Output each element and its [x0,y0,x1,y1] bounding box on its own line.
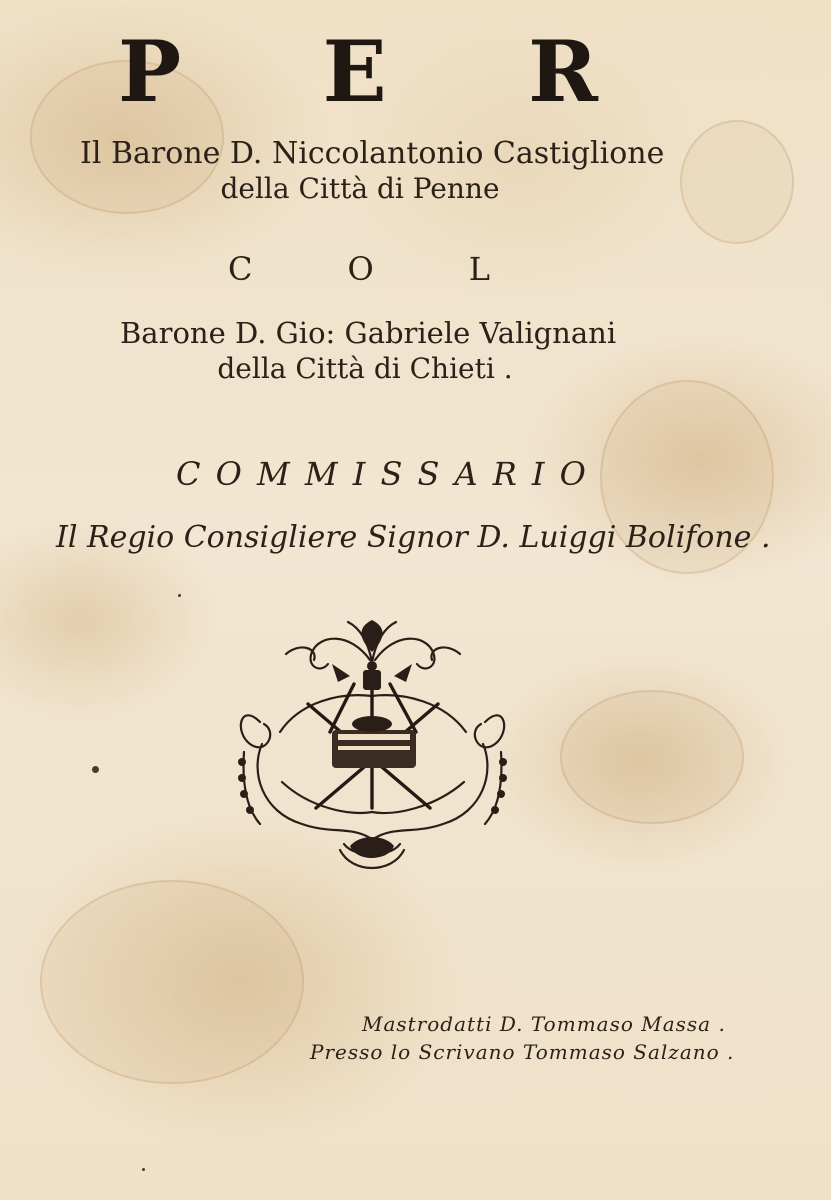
heading-col [228,250,490,288]
water-stain [560,690,744,824]
heading-col-letter: O [347,250,374,288]
heading-per [118,22,598,121]
party1-line1: Il Barone D. Niccolantonio Castiglione [80,136,665,171]
heading-col-letter: L [468,250,490,288]
party1-line2: della Città di Penne [220,172,500,205]
water-stain [680,120,794,244]
heading-per-letter: R [528,22,598,121]
ink-spot [142,1168,145,1171]
commissario-name: Il Regio Consigliere Signor D. Luiggi Bolifone . [56,520,771,555]
heading-per-letter: E [322,22,387,121]
party2-line1: Barone D. Gio: Gabriele Valignani [120,316,617,350]
ink-spot [92,766,99,773]
engraved-trophy-cartouche-icon [220,612,525,877]
heading-per-letter: P [118,22,182,121]
heading-commissario: C O M M I S S A R I O [176,455,586,493]
heading-col-letter: C [228,250,253,288]
imprint-line2: Presso lo Scrivano Tommaso Salzano . [310,1040,735,1064]
party2-line2: della Città di Chieti . [217,352,513,385]
water-stain [40,880,304,1084]
imprint-line1: Mastrodatti D. Tommaso Massa . [362,1012,726,1036]
ink-spot [178,594,181,597]
